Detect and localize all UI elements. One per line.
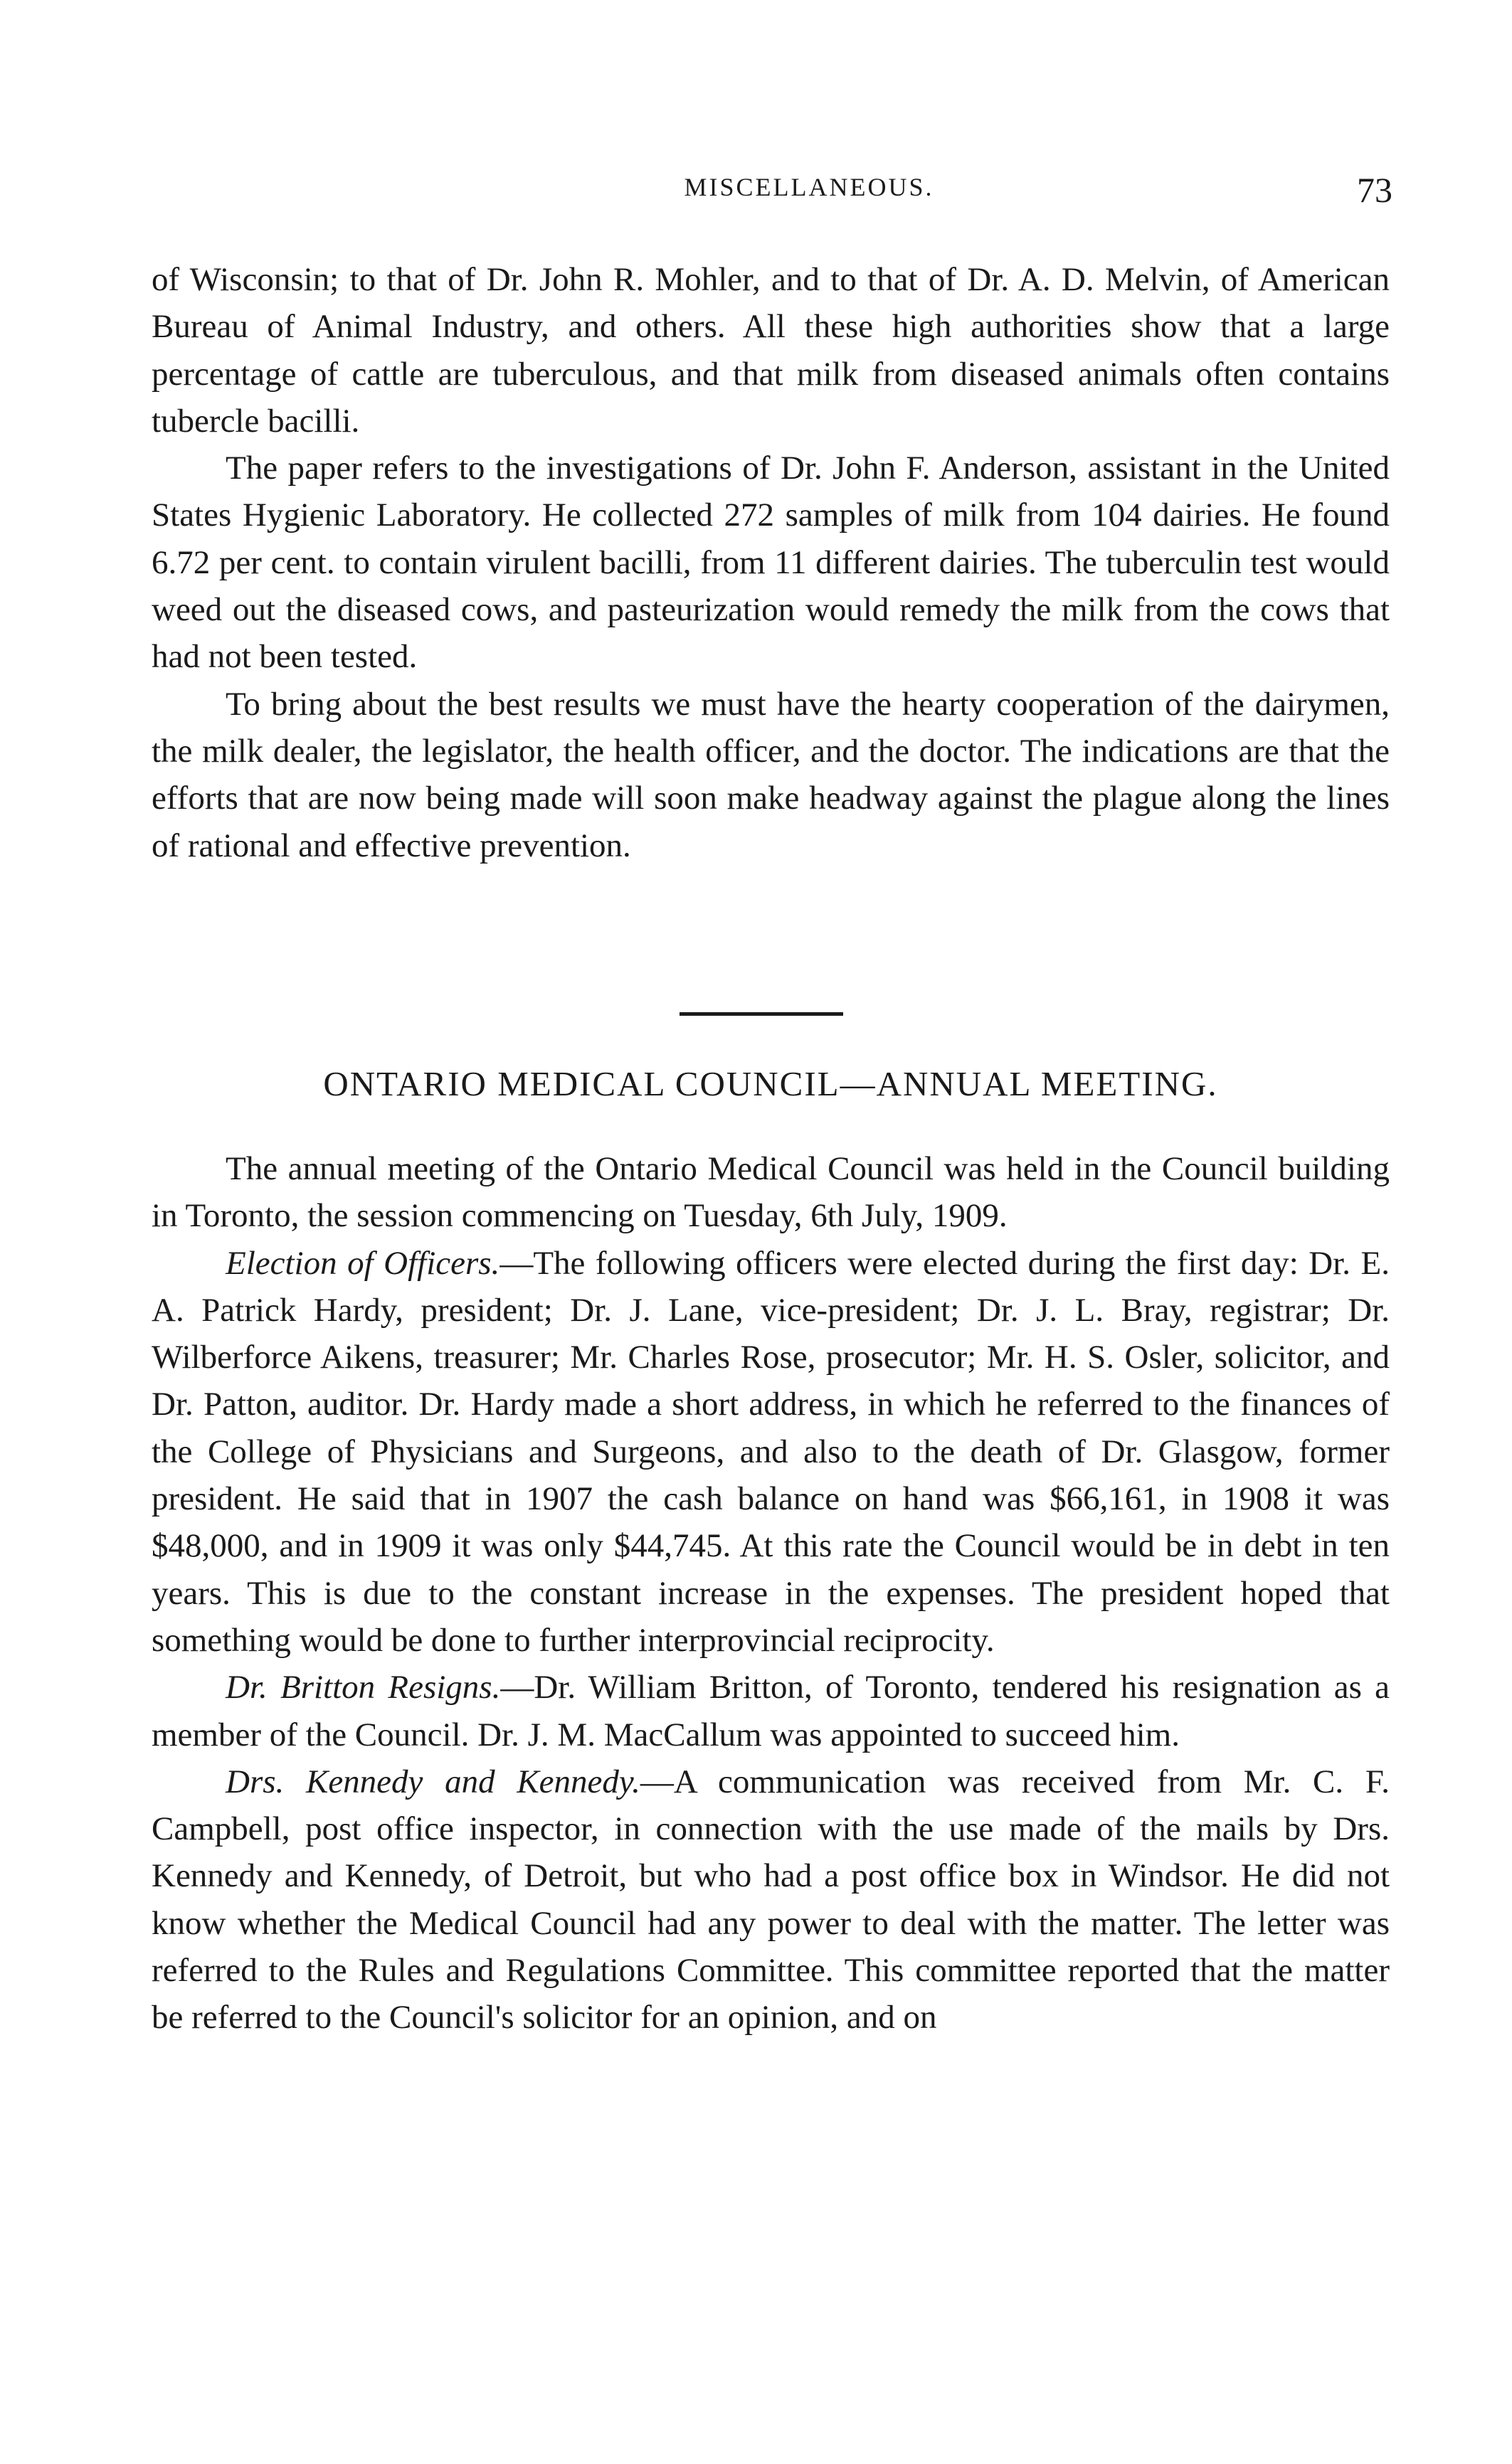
section-divider-rule bbox=[680, 1012, 843, 1016]
section-election-of-officers bbox=[152, 1240, 1390, 1664]
intro-paragraph: The annual meeting of the Ontario Medical Council was held in the Council building in Toronto, the session commencing on Tuesday, 6th July, 1909. bbox=[152, 1150, 1390, 1235]
section-text: —Dr. William Britton, of Toronto, tendered his resignation as a member of the Council. Dr. J. M. MacCallum was appointed to succeed him. bbox=[152, 1669, 1390, 1753]
running-title: MISCELLANEOUS. bbox=[684, 173, 934, 201]
section-text: —The following officers were elected during the first day: Dr. E. A. Patrick Hardy, president; Dr. J. Lane, vice-president; Dr. J. L. Bray, registrar; Dr. Wilberforce Aikens, treasurer; Mr. Charles Rose, prosecutor; Mr. H. S. Osler, solicitor, and Dr. Patton, auditor. Dr. Hardy made a short address, in which he referred to the finances of the College of Physicians and Surgeons, and also to the death of Dr. Glasgow, former president. He said that in 1907 the cash balance on hand was $66,161, in 1908 it was $48,000, and in 1909 it was only $44,745. At this rate the Council would be in debt in ten years. This is due to the constant increase in the expenses. The president hoped that something would be done to further interprovincial reciprocity. bbox=[152, 1244, 1390, 1659]
paragraph: To bring about the best results we must have the hearty cooperation of the dairymen, the milk dealer, the legislator, the health officer, and the doctor. The indications are that the efforts that are now being made will soon make headway against the plague along the lines of rational and effective prevention. bbox=[152, 685, 1390, 864]
run-in-heading: Dr. Britton Resigns. bbox=[226, 1669, 501, 1706]
section-text: —A communication was received from Mr. C. F. Campbell, post office inspector, in connection with the use made of the mails by Drs. Kennedy and Kennedy, of Detroit, but who had a post office box in Windsor. He did not know whether the Medical Council had any power to deal with the matter. The letter was referred to the Rules and Regulations Committee. This committee reported that the matter be referred to the Council's solicitor for an opinion, and on bbox=[152, 1763, 1390, 2036]
paragraph: The paper refers to the investigations of Dr. John F. Anderson, assistant in the United States Hygienic Laboratory. He collected 272 samples of milk from 104 dairies. He found 6.72 per cent. to contain virulent bacilli, from 11 different dairies. The tuberculin test would weed out the diseased cows, and pasteurization would remedy the milk from the cows that had not been tested. bbox=[152, 450, 1390, 676]
continued-article bbox=[152, 256, 1390, 869]
run-in-heading: Election of Officers. bbox=[226, 1244, 500, 1282]
article-heading: ONTARIO MEDICAL COUNCIL—ANNUAL MEETING. bbox=[323, 1064, 1218, 1103]
run-in-heading: Drs. Kennedy and Kennedy. bbox=[226, 1763, 640, 1800]
article-body bbox=[152, 1145, 1390, 2041]
page-number: 73 bbox=[1357, 170, 1392, 210]
section-britton-resigns bbox=[152, 1664, 1390, 1758]
section-kennedy-and-kennedy bbox=[152, 1758, 1390, 2041]
running-head bbox=[226, 172, 1392, 215]
paragraph-continued: of Wisconsin; to that of Dr. John R. Mohler, and to that of Dr. A. D. Melvin, of American Bureau of Animal Industry, and others. All these high authorities show that a large percentage of cattle are tuberculous, and that milk from diseased animals often contains tubercle bacilli. bbox=[152, 261, 1390, 440]
